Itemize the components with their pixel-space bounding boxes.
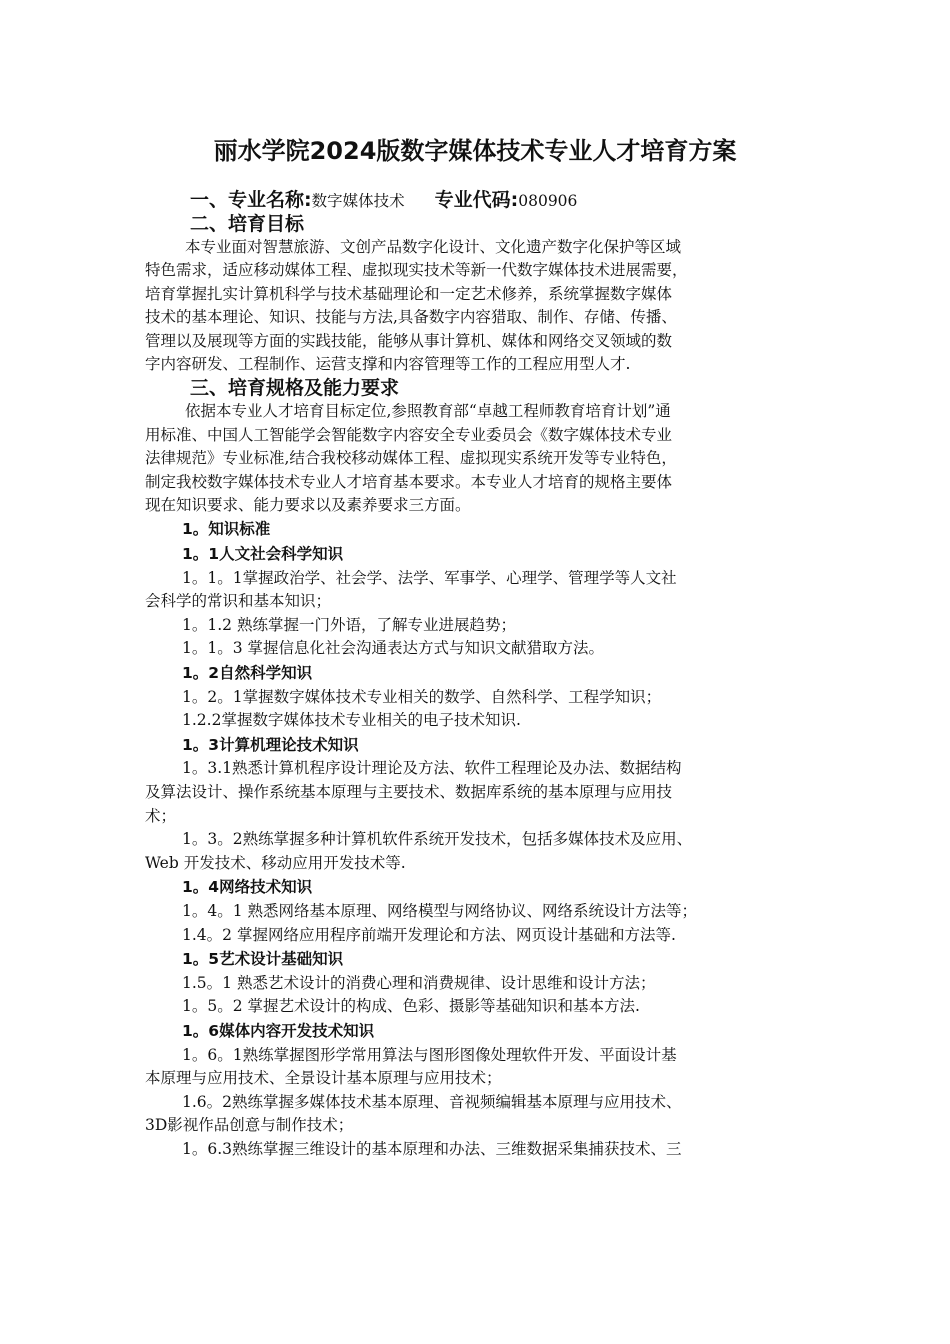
section-heading-requirements: 三、培育规格及能力要求: [190, 377, 400, 400]
paragraph-line: 制定我校数字媒体技术专业人才培育基本要求。本专业人才培育的规格主要体: [145, 472, 673, 491]
document-body: [145, 188, 825, 1162]
paragraph-line: 依据本专业人才培育目标定位,参照教育部“卓越工程师教育培育计划”通: [185, 402, 671, 421]
paragraph-line: 特色需求，适应移动媒体工程、虚拟现实技术等新一代数字媒体技术进展需要，: [145, 261, 688, 280]
item-line: 3D影视作品创意与制作技术；: [145, 1116, 354, 1135]
item-line: 1。1。1掌握政治学、社会学、法学、军事学、心理学、管理学等人文社: [182, 568, 677, 587]
item-line: 1。3.1熟悉计算机程序设计理论及方法、软件工程理论及办法、数据结构: [182, 759, 682, 778]
item-line: 术；: [145, 806, 177, 825]
item-line: 会科学的常识和基本知识；: [145, 592, 332, 611]
paragraph-line: 字内容研发、工程制作、运营支撑和内容管理等工作的工程应用型人才.: [145, 355, 631, 374]
paragraph-line: 培育掌握扎实计算机科学与技术基础理论和一定艺术修养，系统掌握数字媒体: [145, 284, 673, 303]
item-line: 1。1。3 掌握信息化社会沟通表达方式与知识文献猎取方法。: [182, 639, 605, 658]
paragraph-line: 现在知识要求、能力要求以及素养要求三方面。: [145, 496, 471, 515]
knowledge-heading: 1。知识标准: [182, 520, 271, 539]
section-heading-goals: 二、培育目标: [190, 213, 305, 235]
list-item: [145, 637, 825, 661]
item-line: 1。6.3熟练掌握三维设计的基本原理和办法、三维数据采集捕获技术、三: [182, 1139, 682, 1158]
subsection-heading: 1。5艺术设计基础知识: [182, 950, 344, 969]
list-item: [145, 567, 825, 614]
list-item: [145, 686, 825, 710]
item-line: 本原理与应用技术、全景设计基本原理与应用技术；: [145, 1069, 502, 1088]
item-line: 1.6。2熟练掌握多媒体技术基本原理、音视频编辑基本原理与应用技术、: [182, 1092, 682, 1111]
subsection-heading: 1。6媒体内容开发技术知识: [182, 1021, 375, 1040]
item-line: 1。3。2熟练掌握多种计算机软件系统开发技术，包括多媒体技术及应用、: [182, 830, 693, 849]
subsection-heading: 1。1人文社会科学知识: [182, 545, 344, 564]
list-item: [145, 1138, 825, 1162]
list-item: [145, 1044, 825, 1091]
subsection-heading: 1。3计算机理论技术知识: [182, 735, 359, 754]
major-name-value: 数字媒体技术: [311, 192, 405, 210]
major-line: [145, 188, 825, 212]
major-code-value: 080906: [518, 192, 578, 210]
list-item: [145, 828, 825, 875]
document-title: 丽水学院2024版数字媒体技术专业人才培育方案: [213, 137, 737, 165]
list-item: [145, 1091, 825, 1138]
item-line: 1。2。1掌握数字媒体技术专业相关的数学、自然科学、工程学知识；: [182, 687, 662, 706]
list-item: [145, 900, 825, 924]
list-item: [145, 709, 825, 733]
major-name-label: 一、专业名称:: [190, 189, 312, 211]
requirements-paragraph: [145, 400, 825, 517]
item-line: Web 开发技术、移动应用开发技术等.: [145, 853, 406, 872]
list-item: [145, 924, 825, 948]
item-line: 1。1.2 熟练掌握一门外语，了解专业进展趋势；: [182, 615, 516, 634]
paragraph-line: 技术的基本理论、知识、技能与方法,具备数字内容猎取、制作、存储、传播、: [145, 308, 677, 327]
subsection-heading: 1。4网络技术知识: [182, 878, 313, 897]
paragraph-line: 本专业面对智慧旅游、文创产品数字化设计、文化遗产数字化保护等区域: [185, 238, 682, 256]
major-code-label: 专业代码:: [434, 189, 519, 211]
paragraph-line: 法律规范》专业标准,结合我校移动媒体工程、虚拟现实系统开发等专业特色，: [145, 449, 677, 468]
item-line: 1。6。1熟练掌握图形学常用算法与图形图像处理软件开发、平面设计基: [182, 1045, 677, 1064]
paragraph-line: 用标准、中国人工智能学会智能数字内容安全专业委员会《数字媒体技术专业: [145, 425, 673, 444]
subsection-heading: 1。2自然科学知识: [182, 664, 313, 683]
goals-paragraph: [145, 236, 825, 376]
item-line: 1.2.2掌握数字媒体技术专业相关的电子技术知识.: [182, 711, 521, 730]
item-line: 1.5。1 熟悉艺术设计的消费心理和消费规律、设计思维和设计方法；: [182, 973, 656, 992]
item-line: 1。4。1 熟悉网络基本原理、网络模型与网络协议、网络系统设计方法等；: [182, 901, 698, 920]
list-item: [145, 972, 825, 996]
item-line: 及算法设计、操作系统基本原理与主要技术、数据库系统的基本原理与应用技: [145, 783, 673, 801]
item-line: 1。5。2 掌握艺术设计的构成、色彩、摄影等基础知识和基本方法.: [182, 997, 640, 1016]
list-item: [145, 757, 825, 828]
paragraph-line: 管理以及展现等方面的实践技能，能够从事计算机、媒体和网络交叉领域的数: [145, 331, 673, 350]
item-line: 1.4。2 掌握网络应用程序前端开发理论和方法、网页设计基础和方法等.: [182, 925, 676, 944]
list-item: [145, 995, 825, 1019]
list-item: [145, 614, 825, 638]
